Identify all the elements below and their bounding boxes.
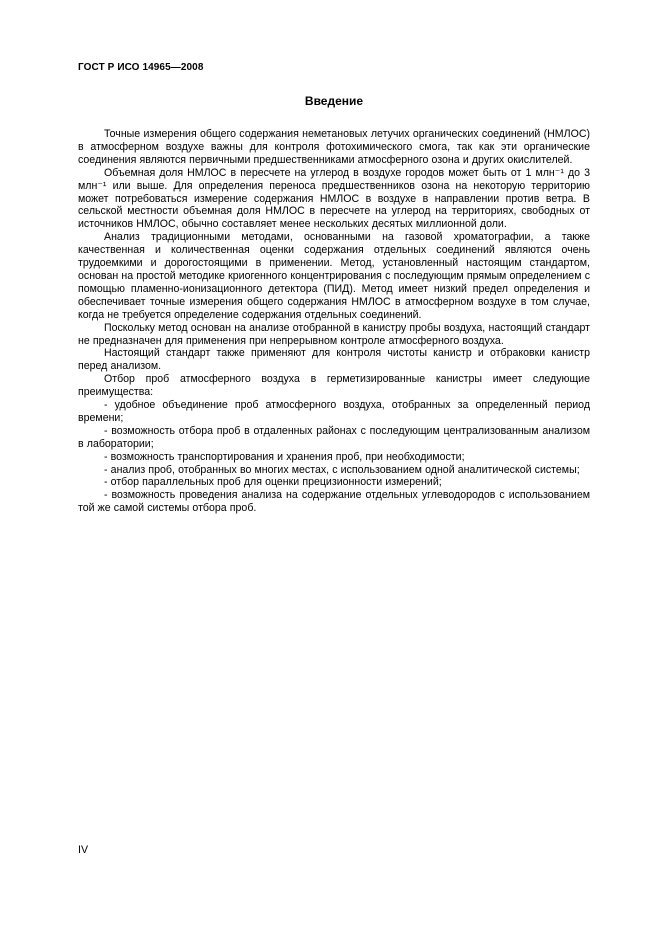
page-content (78, 62, 590, 515)
paragraph: Точные измерения общего содержания неметановых летучих органических соединений (НМЛОС) в атмосферном воздухе важны для контроля фотохимического смога, так как эти органические соединения являются первичными предшественниками атмосферного озона и других окислителей. (78, 128, 590, 166)
list-item: - возможность отбора проб в отдаленных районах с последующим централизованным анализом в лаборатории; (78, 424, 590, 450)
list-item: - возможность транспортирования и хранения проб, при необходимости; (104, 450, 465, 463)
paragraph: Отбор проб атмосферного воздуха в герметизированные канистры имеет следующие преимущества: (78, 373, 590, 399)
paragraph: Анализ традиционными методами, основанными на газовой хроматографии, а также качественная и количественная оценки содержания отдельных соединений являются очень трудоемкими и дорогостоящими в применении. Метод, установленный настоящим стандартом, основан на простой методике криогенного концентрирования с последующим прямым определением с помощью пламенно-ионизационного детектора (ПИД). Метод имеет низкий предел определения и обеспечивает точные измерения общего содержания НМЛОС в атмосферном воздухе в том случае, когда не требуется определение содержания отдельных соединений. (78, 231, 590, 321)
paragraph: Настоящий стандарт также применяют для контроля чистоты канистр и отбраковки канистр перед анализом. (78, 347, 590, 373)
list-item: - удобное объединение проб атмосферного воздуха, отобранных за определенный период времени; (78, 399, 590, 424)
paragraph: Поскольку метод основан на анализе отобранной в канистру пробы воздуха, настоящий стандарт не предназначен для применения при непрерывном контроле атмосферного воздуха. (78, 321, 590, 347)
paragraph: Объемная доля НМЛОС в пересчете на углерод в воздухе городов может быть от 1 млн⁻¹ до 3 млн⁻¹ или выше. Для определения переноса предшественников озона на некоторую территорию может потребоваться измерение содержания НМЛОС в воздухе в направлении против ветра. В сельской местности объемная доля НМЛОС в пересчете на углерод на территориях, свободных от источников НМЛОС, обычно составляет менее нескольких десятых миллионной доли. (78, 166, 590, 231)
document-body (78, 128, 590, 515)
doc-number: ГОСТ Р ИСО 14965—2008 (78, 62, 204, 73)
page-number: IV (78, 844, 89, 856)
list-item: - отбор параллельных проб для оценки прецизионности измерений; (104, 476, 442, 489)
list-item: - возможность проведения анализа на содержание отдельных углеводородов с использованием той же самой системы отбора проб. (78, 489, 590, 515)
list-item: - анализ проб, отобранных во многих местах, с использованием одной аналитической системы; (104, 463, 580, 476)
section-title: Введение (304, 94, 364, 108)
